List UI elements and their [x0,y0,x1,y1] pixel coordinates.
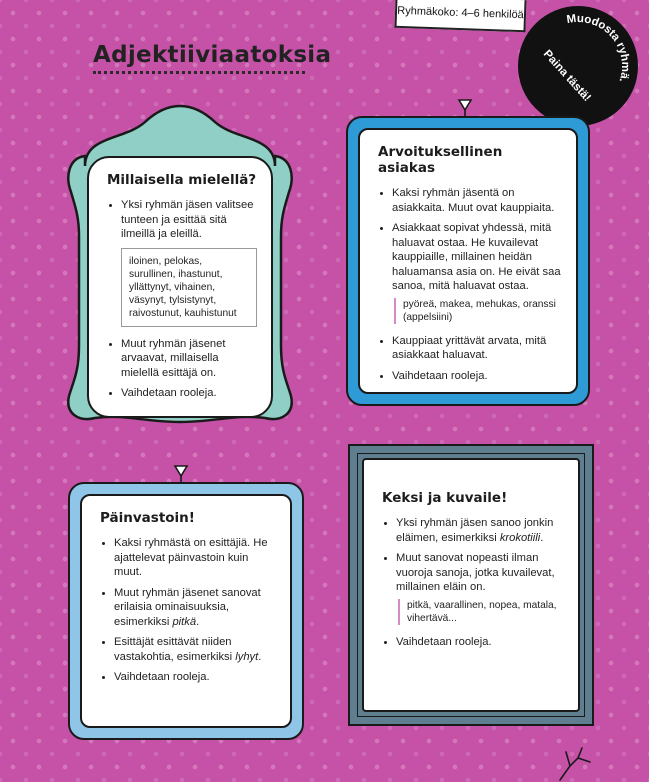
bullet-punct: . [540,531,544,544]
card-list [107,198,257,401]
card-bullet: • Kaksi ryhmän jäsentä on asiakkaita. Muut ovat kauppiaita. [392,186,562,215]
card-list [100,536,276,685]
group-size-label: Ryhmäkoko: 4–6 henkilöä [394,0,526,32]
card-millaisella-mielella [87,156,273,418]
bullet-text: Muut ryhmän jäsenet sanovat erilaisia ominaisuuksia, esimerkiksi [114,586,261,628]
bullet-text: Muut sanovat nopeasti ilman vuoroja sanoja, jotka kuvailevat, millainen eläin on. [396,552,555,593]
card-arvoituksellinen-asiakas [358,128,578,394]
card-bullet [114,635,276,664]
example-words-box: iloinen, pelokas, surullinen, ihastunut, yllättynyt, vihainen, väsynyt, tylsistynyt, raivostunut, kauhistunut [121,248,257,327]
hanging-hook-icon [455,96,475,118]
card-bullet: • Vaihdetaan rooleja. [392,369,562,384]
card-title: Päinvastoin! [100,510,195,526]
title-underline [93,71,305,74]
bullet-text: Asiakkaat sopivat yhdessä, mitä haluavat ostaa. He kuvailevat kauppiaille, millainen heidän haluamansa asia on. He eivät saa sanoa, mitä haluavat ostaa. [392,222,561,292]
badge-line-2: Paina tästä! [540,48,593,105]
card-bullet: • Vaihdetaan rooleja. [121,386,257,401]
badge-text-ring [518,6,638,126]
card-bullet [396,516,564,545]
card-bullet: • Kaksi ryhmästä on esittäjiä. He ajattelevat päinvastoin kuin muut. [114,536,276,580]
bullet-punct: . [196,615,200,628]
badge-line-1: Muodosta ryhmä. [565,12,632,85]
card-bullet: • Vaihdetaan rooleja. [396,635,564,650]
card-painvastoin [80,494,292,728]
form-group-button[interactable] [518,6,638,126]
card-keksi-ja-kuvaile [362,458,580,712]
card-title: Millaisella mielellä? [107,172,257,188]
hanging-hook-icon [171,462,191,484]
card-bullet: • Muut ryhmän jäsenet arvaavat, millaisella mielellä esittäjä on. [121,337,257,381]
bullet-example: pitkä [172,615,197,628]
bullet-punct: . [258,650,262,663]
bullet-example: krokotiili [499,531,541,544]
bullet-text: Yksi ryhmän jäsen sanoo jonkin eläimen, esimerkiksi [396,517,554,544]
card-bullet [396,551,564,625]
bullet-text: Esittäjät esittävät niiden vastakohtia, esimerkiksi [114,636,236,663]
card-bullet [121,198,257,327]
bullet-text: Yksi ryhmän jäsen valitsee tunteen ja esittää sitä ilmeillä ja eleillä. [121,199,254,240]
card-list [378,186,562,383]
card-bullet: • Vaihdetaan rooleja. [114,670,276,685]
example-words-note: pitkä, vaarallinen, nopea, matala, vihertävä... [398,599,564,625]
card-bullet [392,221,562,324]
card-title: Arvoituksellinen asiakas [378,144,503,176]
card-list [382,516,564,649]
example-words-note: pyöreä, makea, mehukas, oranssi (appelsiini) [394,298,562,324]
card-bullet: • Kauppiaat yrittävät arvata, mitä asiakkaat haluavat. [392,334,562,363]
twig-icon [556,746,596,782]
card-bullet [114,586,276,630]
bullet-example: lyhyt [235,650,259,663]
card-title: Keksi ja kuvaile! [382,490,508,506]
page-title: Adjektiiviaatoksia [93,42,332,68]
